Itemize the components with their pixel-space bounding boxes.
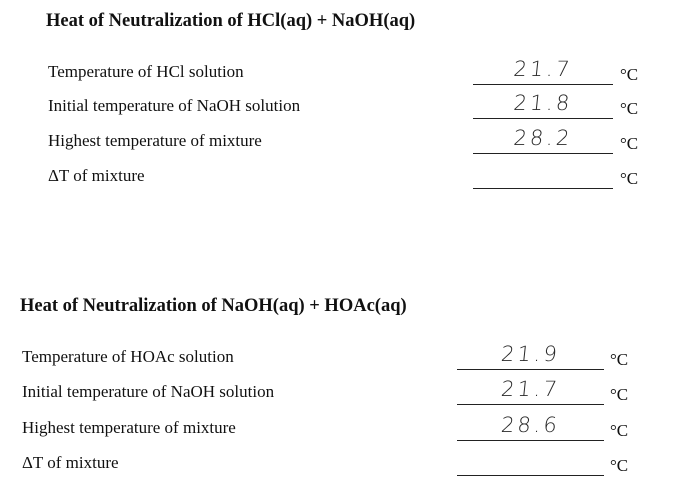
section1-row-delta-t	[48, 162, 700, 192]
unit-label: °C	[620, 65, 639, 84]
section1-row-naoh-initial	[48, 92, 700, 122]
answer-blank[interactable]	[457, 447, 604, 476]
section1-title: Heat of Neutralization of HCl(aq) + NaOH(aq)	[46, 11, 416, 31]
handwritten-value: 21.7	[512, 57, 574, 81]
section2-title: Heat of Neutralization of NaOH(aq) + HOAc(aq)	[20, 296, 407, 316]
section2-row-highest-temp	[22, 414, 700, 444]
answer-blank[interactable]	[457, 412, 604, 441]
section2-row-hoac-temp	[22, 343, 700, 373]
unit-label: °C	[610, 350, 629, 369]
row-label: ΔT of mixture	[22, 453, 119, 472]
handwritten-value: 28.6	[499, 413, 562, 437]
row-label: Initial temperature of NaOH solution	[48, 96, 301, 115]
unit-label: °C	[610, 385, 629, 404]
row-label: Highest temperature of mixture	[48, 131, 262, 150]
unit-label: °C	[610, 456, 629, 475]
row-label: Initial temperature of NaOH solution	[22, 382, 275, 401]
answer-blank[interactable]	[457, 376, 604, 405]
row-label: Temperature of HCl solution	[48, 62, 244, 81]
unit-label: °C	[620, 99, 639, 118]
unit-label: °C	[620, 134, 639, 153]
section2-row-delta-t	[22, 449, 700, 479]
row-label: ΔT of mixture	[48, 166, 145, 185]
row-label: Highest temperature of mixture	[22, 418, 236, 437]
answer-blank[interactable]	[473, 90, 613, 119]
answer-blank[interactable]	[473, 160, 613, 189]
handwritten-value: 21.9	[499, 342, 562, 366]
answer-blank[interactable]	[473, 125, 613, 154]
handwritten-value: 21.7	[499, 377, 562, 401]
handwritten-value: 21.8	[512, 91, 574, 115]
row-label: Temperature of HOAc solution	[22, 347, 234, 366]
answer-blank[interactable]	[473, 56, 613, 85]
unit-label: °C	[610, 421, 629, 440]
answer-blank[interactable]	[457, 341, 604, 370]
handwritten-value: 28.2	[512, 126, 574, 150]
section1-row-highest-temp	[48, 127, 700, 157]
unit-label: °C	[620, 169, 639, 188]
section2-row-naoh-initial	[22, 378, 700, 408]
section1-row-hcl-temp	[48, 58, 700, 88]
